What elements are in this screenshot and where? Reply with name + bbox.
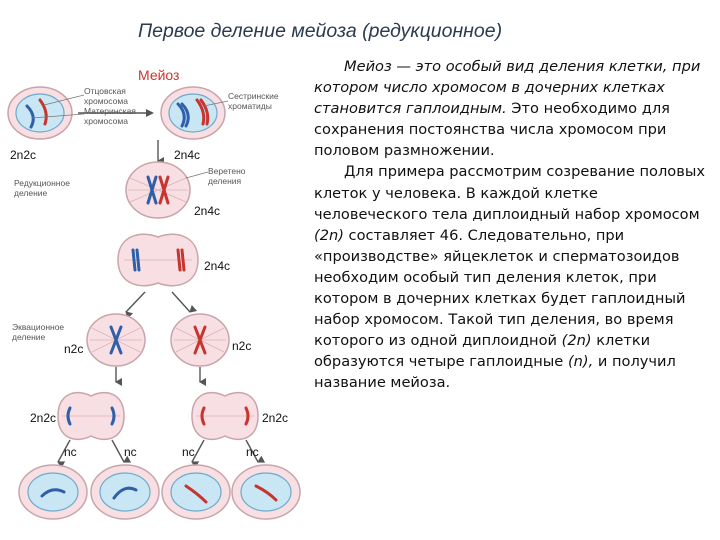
diagram-heading: Мейоз (138, 67, 180, 83)
label-equational-1: Эквационное (12, 322, 65, 332)
example-text-d: и получил название мейоза. (314, 353, 676, 392)
label-chromosome-2: хромосома (84, 116, 128, 126)
label-sister-2: хроматиды (228, 101, 272, 111)
cell-metaphase-2-right (171, 314, 229, 366)
label-equational-2: деление (12, 332, 46, 342)
ploidy-s5-left: 2n2c (30, 411, 57, 425)
cell-metaphase-1 (126, 162, 190, 218)
cell-anaphase-2-left (58, 393, 124, 440)
ploidy-s1-left: 2n2c (10, 148, 37, 162)
ploidy-s1-right: 2n4c (174, 148, 201, 162)
example-text-c: клетки образуются четыре гаплоидные (314, 332, 651, 371)
label-spindle-2: деления (208, 176, 242, 186)
example-text-b: составляет 46. Следовательно, при «производстве» яйцеклеток и сперматозоидов необходим особый тип деления клеток, при котором в дочерних клетках будет гаплоидный набор хромосом. Такой тип деления, во время которого из одной диплоидной (314, 226, 686, 350)
cell-metaphase-2-left (87, 314, 145, 366)
label-spindle-1: Веретено (208, 166, 246, 176)
label-reduction-2: деление (14, 188, 48, 198)
label-chromosome-1: хромосома (84, 96, 128, 106)
page-title: Первое деление мейоза (редукционное) (138, 20, 503, 42)
cell-interphase-right (161, 87, 225, 139)
label-maternal: Материнская (84, 106, 136, 116)
label-sister-1: Сестринские (228, 91, 279, 101)
cell-interphase-left (8, 87, 72, 139)
example-italic-c: (n), (567, 353, 594, 371)
gamete-1 (19, 465, 87, 519)
ploidy-s4-right: n2c (232, 339, 252, 353)
ploidy-s6-b: nc (124, 445, 137, 459)
definition-italic: Мейоз — это особый вид деления клетки, при котором число хромосом в дочерних клетках становится гаплоидным. (314, 58, 701, 118)
paragraph-example (314, 161, 714, 393)
gamete-2 (91, 465, 159, 519)
ploidy-s4-left: n2c (64, 342, 84, 356)
meiosis-diagram (0, 60, 310, 538)
example-italic-b: (2n) (561, 332, 592, 350)
ploidy-s5-right: 2n2c (262, 411, 289, 425)
label-reduction-1: Редукционное (14, 178, 70, 188)
ploidy-s3: 2n4c (204, 259, 231, 273)
gamete-4 (232, 465, 300, 519)
example-text-a: Для примера рассмотрим созревание половых клеток у человека. В каждой клетке человеческого тела диплоидный набор хромосом (314, 163, 705, 223)
ploidy-s6-a: nc (64, 445, 77, 459)
example-italic-a: (2n) (314, 226, 344, 244)
definition-rest: Это необходимо для сохранения постоянства числа хромосом при половом размножении. (314, 100, 670, 160)
paragraph-definition (314, 56, 714, 161)
label-paternal: Отцовская (84, 86, 126, 96)
cell-anaphase-2-right (192, 393, 258, 440)
cell-anaphase-1 (118, 234, 198, 285)
gamete-3 (162, 465, 230, 519)
ploidy-s6-c: nc (182, 445, 195, 459)
ploidy-s6-d: nc (246, 445, 259, 459)
ploidy-s2: 2n4c (194, 204, 221, 218)
body-text (314, 56, 714, 394)
